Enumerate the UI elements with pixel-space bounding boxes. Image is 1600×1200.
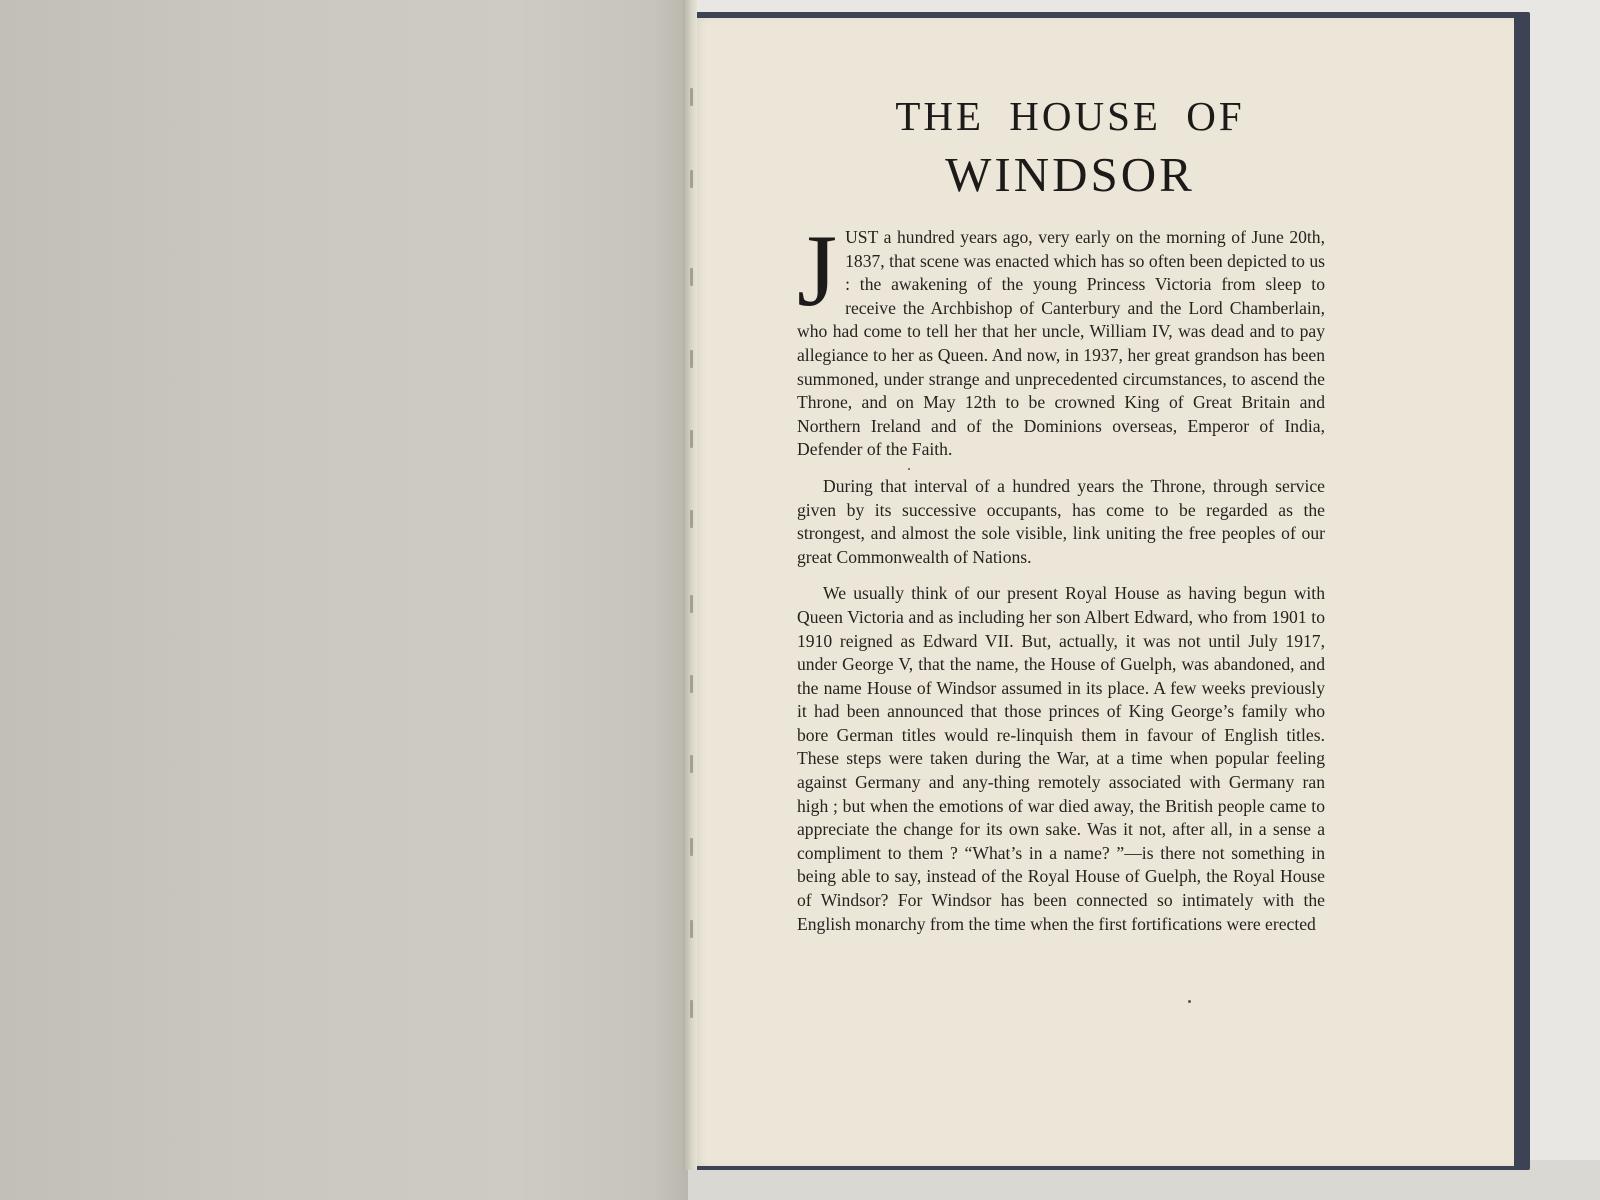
- paragraph-2: During that interval of a hundred years the Throne, through service given by its successive occupants, has come to be regarded as the strongest, and almost the sole visible, link uniting the free peoples of our great Commonwealth of Nations.: [797, 475, 1325, 567]
- page-title-line-2: WINDSOR: [945, 147, 1195, 202]
- binding-stitch: [690, 920, 693, 938]
- page-title-line-1: THE HOUSE OF: [895, 93, 1245, 139]
- binding-stitch: [690, 170, 693, 188]
- binding-stitch: [690, 595, 693, 613]
- drop-cap: J: [797, 214, 838, 328]
- binding-stitch: [690, 350, 693, 368]
- paragraph-3: We usually think of our present Royal House as having begun with Queen Victoria and as including her son Albert Edward, who from 1901 to 1910 reigned as Edward VII. But, actually, it was not until July 1917, under George V, that the name, the House of Guelph, was abandoned, and the name House of Windsor assumed in its place. A few weeks previously it had been announced that those princes of King George’s family who bore German titles would re-linquish them in favour of English titles. These steps were taken during the War, at a time when popular feeling against Germany and any-thing remotely associated with Germany ran high ; but when the emotions of war died away, the British people came to appreciate the change for its own sake. Was it not, after all, in a sense a compliment to them ? “What’s in a name? ”—is there not something in being able to say, instead of the Royal House of Guelph, the Royal House of Windsor? For Windsor has been connected so intimately with the English monarchy from the time when the first fortifications were erected: [797, 583, 1325, 934]
- binding-stitch: [690, 755, 693, 773]
- binding-stitch: [690, 268, 693, 286]
- binding-stitch: [690, 838, 693, 856]
- paragraph-1: [797, 214, 1325, 462]
- binding-stitch: [690, 430, 693, 448]
- paragraph-1-text: UST a hundred years ago, very early on the morning of June 20th, 1837, that scene was enacted which has so often been depicted to us : the awakening of the young Princess Victoria from sleep to receive the Archbishop of Canterbury and the Lord Chamberlain, who had come to tell her that her uncle, William IV, was dead and to pay allegiance to her as Queen. And now, in 1937, her great grandson has been summoned, under strange and unprecedented circumstances, to ascend the Throne, and on May 12th to be crowned King of Great Britain and Northern Ireland and of the Dominions overseas, Emperor of India, Defender of the Faith.: [797, 227, 1325, 460]
- paper-speck: [1188, 1000, 1191, 1003]
- left-page-blank: [0, 0, 688, 1200]
- binding-stitch: [690, 1000, 693, 1018]
- binding-stitch: [690, 510, 693, 528]
- body-text: [797, 214, 1325, 949]
- binding-stitch: [690, 675, 693, 693]
- binding-stitch: [690, 88, 693, 106]
